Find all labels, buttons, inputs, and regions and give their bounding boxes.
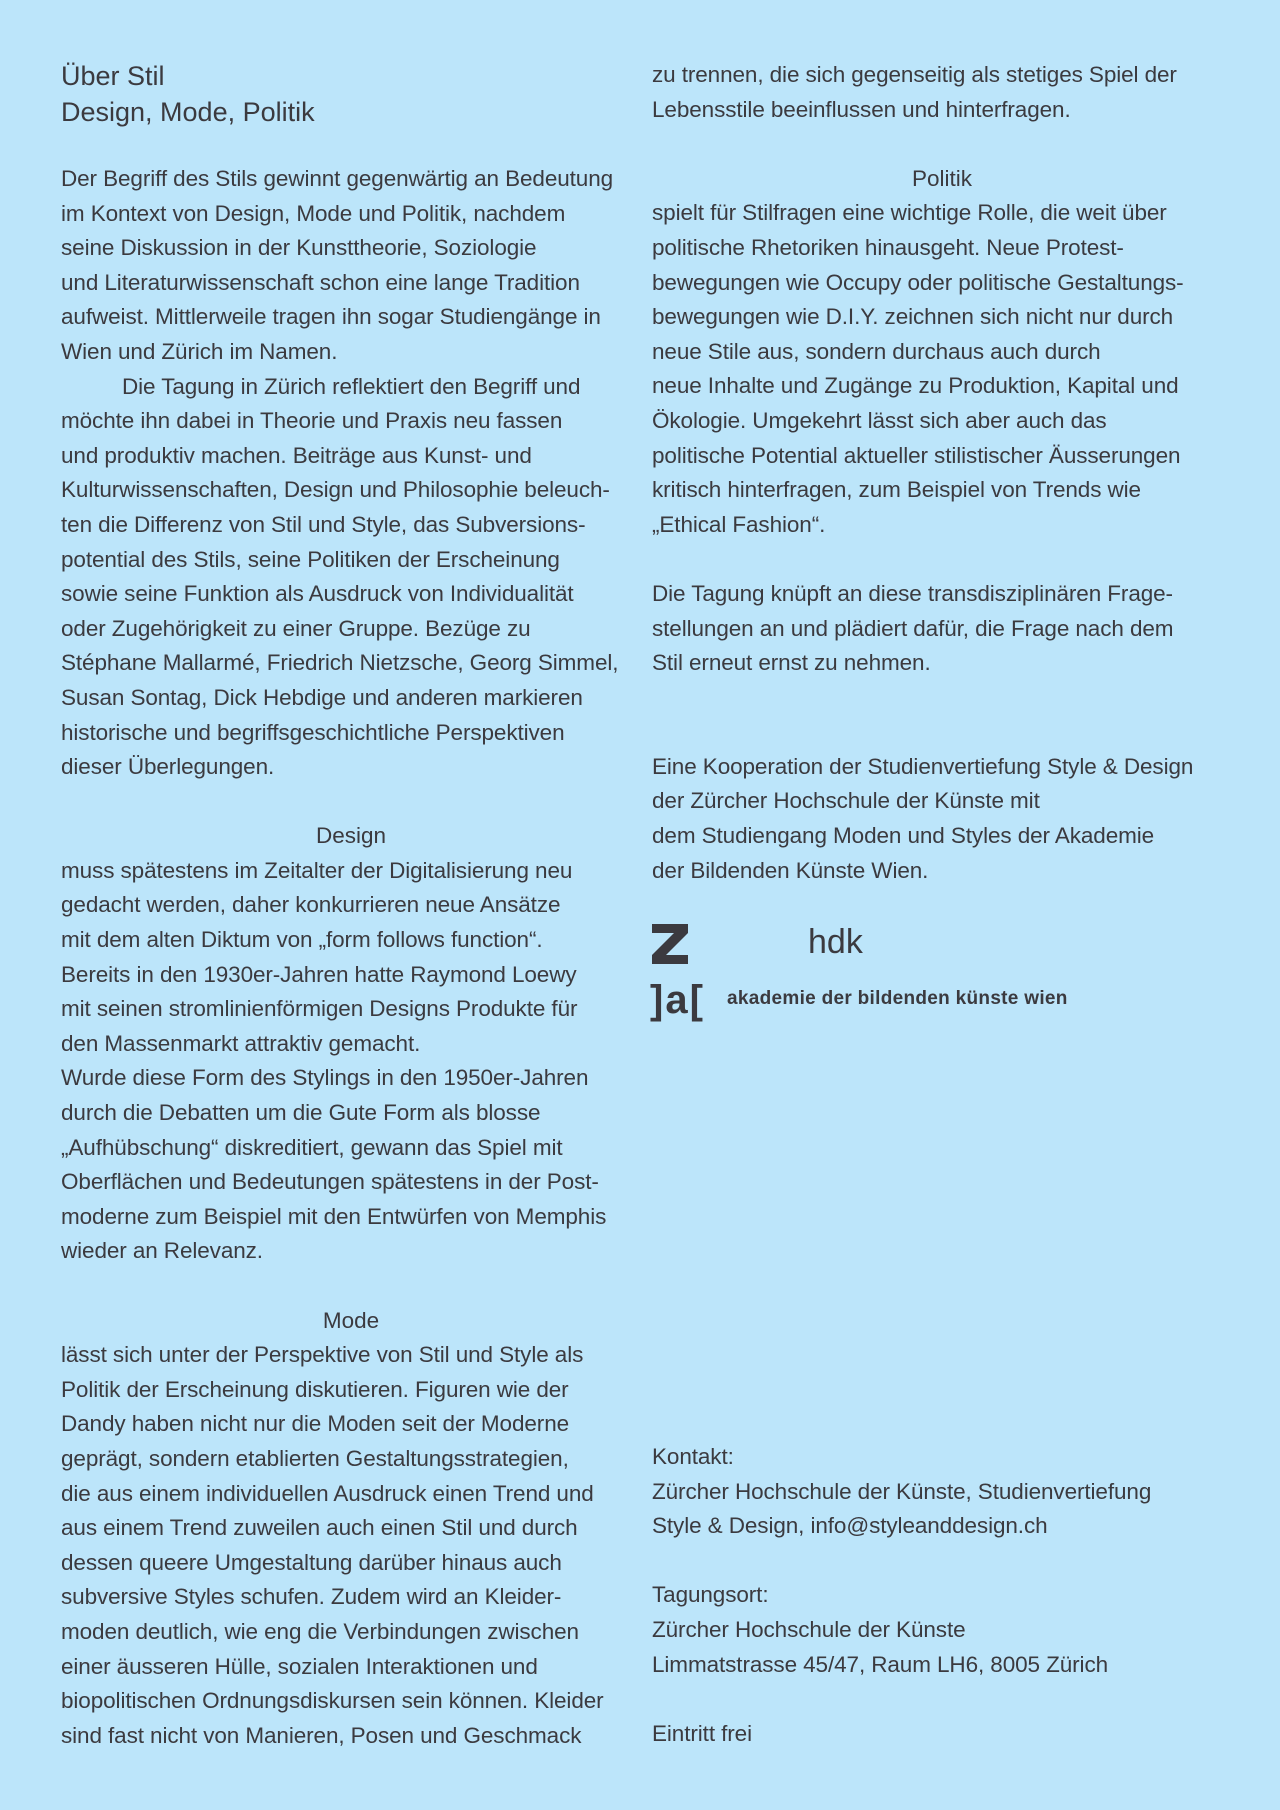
section-heading-design: Design — [315, 823, 387, 849]
text-line: Stil erneut ernst zu nehmen. — [652, 650, 931, 676]
text-line: möchte ihn dabei in Theorie und Praxis neu fassen — [61, 408, 563, 434]
venue-label: Tagungsort: — [652, 1582, 769, 1608]
text-line: mit dem alten Diktum von „form follows function“. — [61, 927, 543, 953]
section-heading-politik: Politik — [911, 165, 973, 191]
text-line: seine Diskussion in der Kunsttheorie, Soziologie — [61, 235, 537, 261]
text-line: stellungen an und plädiert dafür, die Frage nach dem — [652, 615, 1174, 641]
text-line: mit seinen stromlinienförmigen Designs Produkte für — [61, 996, 578, 1022]
spacer — [652, 681, 1232, 716]
text-line: geprägt, sondern etablierten Gestaltungsstrategien, — [61, 1445, 569, 1471]
mode-continuation — [652, 58, 1232, 127]
text-line: ten die Differenz von Stil und Style, das Subversions- — [61, 511, 586, 537]
spacer — [652, 127, 1232, 162]
text-line: subversive Styles schufen. Zudem wird an Kleider- — [61, 1584, 562, 1610]
text-line: zu trennen, die sich gegenseitig als stetiges Spiel der — [652, 62, 1177, 87]
text-line: Wurde diese Form des Stylings in den 1950er-Jahren — [61, 1065, 589, 1091]
text-line: Politik der Erscheinung diskutieren. Figuren wie der — [61, 1376, 569, 1402]
title-line-2: Design, Mode, Politik — [61, 97, 315, 127]
text-line: dieser Überlegungen. — [61, 754, 275, 780]
text-line: moderne zum Beispiel mit den Entwürfen von Memphis — [61, 1203, 607, 1229]
text-line: Die Tagung in Zürich reflektiert den Begriff und — [122, 373, 581, 399]
text-line: und Literaturwissenschaft schon eine lange Tradition — [61, 269, 580, 295]
title-line-1: Über Stil — [61, 61, 165, 91]
spacer — [652, 715, 1232, 750]
text-line: neue Inhalte und Zugänge zu Produktion, Kapital und — [652, 373, 1179, 399]
page-title — [61, 58, 641, 130]
spacer — [652, 1682, 1232, 1717]
text-line: potential des Stils, seine Politiken der Erscheinung — [61, 546, 560, 572]
contact-label: Kontakt: — [652, 1444, 734, 1469]
text-line: lässt sich unter der Perspektive von Stil und Style als — [61, 1342, 584, 1368]
text-line: kritisch hinterfragen, zum Beispiel von Trends wie — [652, 477, 1141, 503]
cooperation-paragraph — [652, 750, 1232, 888]
text-line: einer äusseren Hülle, sozialen Interaktionen und — [61, 1653, 538, 1679]
text-line: Lebensstile beeinflussen und hinterfragen. — [652, 96, 1071, 122]
text-line: biopolitischen Ordnungsdiskursen sein können. Kleider — [61, 1688, 604, 1714]
zhdk-z-logo-icon — [652, 924, 688, 964]
zhdk-logo-text: hdk — [808, 923, 863, 962]
text-line: den Massenmarkt attraktiv gemacht. — [61, 1030, 421, 1056]
text-line: Dandy haben nicht nur die Moden seit der Moderne — [61, 1411, 570, 1437]
text-line: spielt für Stilfragen eine wichtige Rolle, die weit über — [652, 200, 1167, 226]
text-line: Der Begriff des Stils gewinnt gegenwärtig an Bedeutung — [61, 166, 614, 191]
text-line: Wien und Zürich im Namen. — [61, 338, 338, 364]
text-line: aus einem Trend zuweilen auch einen Stil und durch — [61, 1515, 578, 1541]
text-line: Eine Kooperation der Studienvertiefung Style & Design — [652, 753, 1194, 779]
text-line: bewegungen wie Occupy oder politische Gestaltungs- — [652, 269, 1184, 295]
text-line: durch die Debatten um die Gute Form als blosse — [61, 1100, 541, 1126]
spacer — [61, 1269, 641, 1304]
text-line: oder Zugehörigkeit zu einer Gruppe. Bezüge zu — [61, 615, 531, 641]
text-line: wieder an Relevanz. — [61, 1238, 263, 1264]
right-column — [652, 58, 1232, 1044]
text-line: Susan Sontag, Dick Hebdige und anderen markieren — [61, 684, 583, 710]
text-line: dessen queere Umgestaltung darüber hinaus auch — [61, 1549, 562, 1575]
text-line: muss spätestens im Zeitalter der Digitalisierung neu — [61, 857, 573, 883]
partner-logos — [652, 924, 1232, 1044]
text-line: der Bildenden Künste Wien. — [652, 857, 929, 883]
text-line: moden deutlich, wie eng die Verbindungen zwischen — [61, 1618, 579, 1644]
spacer — [652, 542, 1232, 577]
text-line: und produktiv machen. Beiträge aus Kunst- und — [61, 442, 532, 468]
text-line: gedacht werden, daher konkurrieren neue Ansätze — [61, 892, 561, 918]
politik-section — [652, 162, 1232, 543]
text-line: politische Rhetoriken hinausgeht. Neue Protest- — [652, 234, 1124, 260]
admission-text: Eintritt frei — [652, 1720, 752, 1746]
intro-paragraph-2 — [61, 370, 641, 785]
text-line: Die Tagung knüpft an diese transdisziplinären Frage- — [652, 580, 1173, 606]
text-line: politische Potential aktueller stilistischer Äusserungen — [652, 442, 1181, 468]
left-column — [61, 58, 641, 1753]
text-line: aufweist. Mittlerweile tragen ihn sogar Studiengänge in — [61, 304, 601, 330]
text-line: historische und begriffsgeschichtliche Perspektiven — [61, 719, 565, 745]
text-line: Style & Design, info@styleanddesign.ch — [652, 1513, 1048, 1539]
intro-paragraph-1 — [61, 162, 641, 370]
text-line: Oberflächen und Bedeutungen spätestens in der Post- — [61, 1169, 599, 1195]
text-line: Kulturwissenschaften, Design und Philosophie beleuch- — [61, 477, 610, 503]
text-line: bewegungen wie D.I.Y. zeichnen sich nicht nur durch — [652, 304, 1174, 330]
akademie-logo-text: akademie der bildenden künste wien — [727, 988, 1068, 1010]
text-line: im Kontext von Design, Mode und Politik, nachdem — [61, 200, 566, 226]
akademie-logo-mark: ]a[ — [650, 978, 705, 1023]
section-heading-mode: Mode — [322, 1307, 380, 1333]
text-line: „Ethical Fashion“. — [652, 511, 826, 537]
text-line: Zürcher Hochschule der Künste, Studienvertiefung — [652, 1478, 1152, 1504]
text-line: neue Stile aus, sondern durchaus auch durch — [652, 338, 1101, 364]
text-line: sind fast nicht von Manieren, Posen und Geschmack — [61, 1722, 582, 1748]
text-line: der Zürcher Hochschule der Künste mit — [652, 788, 1040, 814]
text-line: „Aufhübschung“ diskreditiert, gewann das Spiel mit — [61, 1134, 563, 1160]
text-line: sowie seine Funktion als Ausdruck von Individualität — [61, 581, 574, 607]
spacer — [652, 1544, 1232, 1579]
text-line: Zürcher Hochschule der Künste — [652, 1616, 966, 1642]
text-line: dem Studiengang Moden und Styles der Akademie — [652, 823, 1155, 849]
text-line: Stéphane Mallarmé, Friedrich Nietzsche, Georg Simmel, — [61, 650, 619, 676]
design-section — [61, 819, 641, 1269]
text-line: Bereits in den 1930er-Jahren hatte Raymond Loewy — [61, 961, 577, 987]
text-line: Ökologie. Umgekehrt lässt sich aber auch das — [652, 407, 1107, 433]
text-line: die aus einem individuellen Ausdruck einen Trend und — [61, 1480, 594, 1506]
conclusion-paragraph — [652, 577, 1232, 681]
spacer — [61, 785, 641, 820]
text-line: Limmatstrasse 45/47, Raum LH6, 8005 Zürich — [652, 1651, 1109, 1677]
mode-section — [61, 1304, 641, 1754]
contact-block — [652, 1440, 1232, 1751]
